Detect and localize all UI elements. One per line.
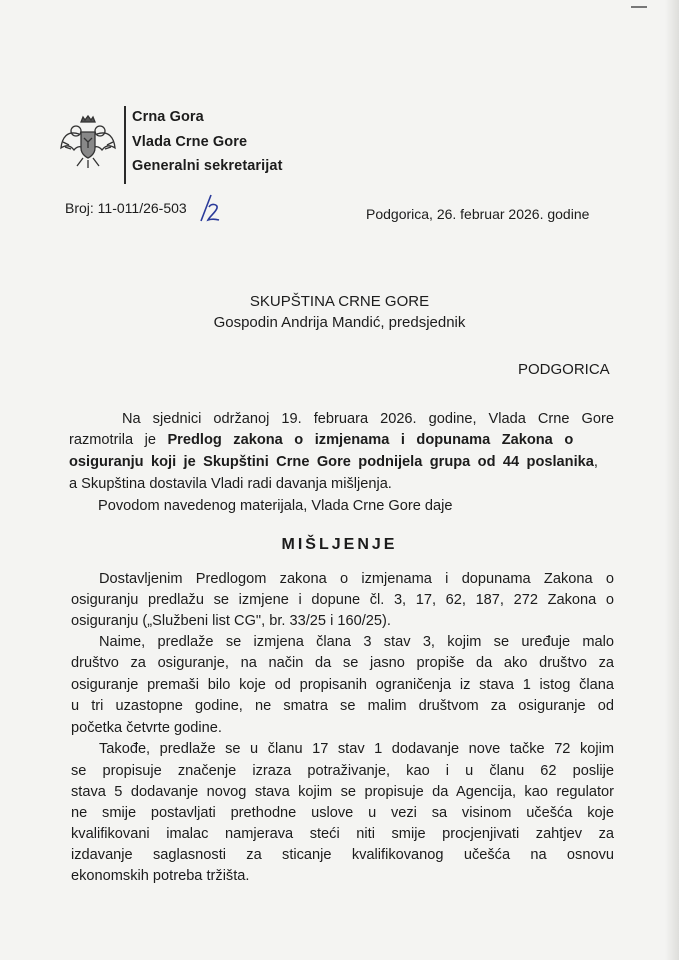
scan-mark xyxy=(631,6,647,8)
p3-line-2: se propisuje značenje izraza potraživanje, kao i u članu 62 poslije xyxy=(71,763,614,779)
recipient-person: Gospodin Andrija Mandić, predsjednik xyxy=(213,314,466,331)
p3-line-7: ekonomskih potreba tržišta. xyxy=(71,868,250,884)
intro-line-5: Povodom navedenog materijala, Vlada Crne Gore daje xyxy=(98,498,453,514)
intro-law-title-cont: osiguranju koji je Skupštini Crne Gore podnijela grupa od 44 poslanika xyxy=(69,454,594,470)
intro-law-title: Predlog zakona o izmjenama i dopunama Zakona o xyxy=(167,432,574,448)
scan-edge-shadow xyxy=(665,0,679,960)
intro-line-2-text: razmotrila je xyxy=(69,432,168,448)
p1-line-3: osiguranju („Službeni list CG", br. 33/25 i 160/25). xyxy=(71,613,391,629)
p3-line-3: stava 5 dodavanje novog stava kojim se propisuje da Agencija, kao regulator xyxy=(71,784,614,800)
intro-line-3-comma: , xyxy=(593,454,598,470)
p2-line-4: u tri uzastopne godine, ne smatra se malim društvom za osiguranje od xyxy=(71,698,614,714)
header-government: Vlada Crne Gore xyxy=(132,134,248,150)
document-date: Podgorica, 26. februar 2026. godine xyxy=(366,206,590,222)
p3-line-6: izdavanje saglasnosti za sticanje kvalifikovanog učešća na osnovu xyxy=(71,847,614,863)
p2-line-3: osiguranje premaši bilo koje od propisanih ograničenja iz stava 1 istog člana xyxy=(71,677,614,693)
header-secretariat: Generalni sekretarijat xyxy=(132,158,283,174)
p2-line-1: Naime, predlaže se izmjena člana 3 stav 3, kojim se uređuje malo xyxy=(99,634,614,650)
intro-line-2 xyxy=(69,432,573,448)
opinion-title: MIŠLJENJE xyxy=(281,536,398,553)
intro-line-4: a Skupština dostavila Vladi radi davanja mišljenja. xyxy=(69,476,392,492)
handwritten-number xyxy=(197,193,223,223)
p2-line-2: društvo za osiguranje, na način da se jasno propiše da ako društvo za xyxy=(71,655,614,671)
p1-line-1: Dostavljenim Predlogom zakona o izmjenama i dopunama Zakona o xyxy=(99,571,614,587)
header-country: Crna Gora xyxy=(132,109,204,125)
intro-line-3 xyxy=(69,454,598,470)
p3-line-4: ne smije postavljati prethodne uslove u vezi sa visinom učešća koje xyxy=(71,805,614,821)
p3-line-5: kvalifikovani imalac namjerava steći niti smije procjenjivati zahtjev za xyxy=(71,826,614,842)
p3-line-1: Takođe, predlaže se u članu 17 stav 1 dodavanje nove tačke 72 kojim xyxy=(99,741,614,757)
header-divider xyxy=(124,106,126,184)
recipient-institution: SKUPŠTINA CRNE GORE xyxy=(249,293,430,310)
p1-line-2: osiguranju predlažu se izmjene i dopune čl. 3, 17, 62, 187, 272 Zakona o xyxy=(71,592,614,608)
coat-of-arms-icon xyxy=(57,112,119,174)
p2-line-5: početka četvrte godine. xyxy=(71,720,222,736)
recipient-city: PODGORICA xyxy=(518,361,610,378)
intro-line-1: Na sjednici održanoj 19. februara 2026. godine, Vlada Crne Gore xyxy=(122,411,614,427)
reference-number: Broj: 11-011/26-503 xyxy=(65,200,187,216)
